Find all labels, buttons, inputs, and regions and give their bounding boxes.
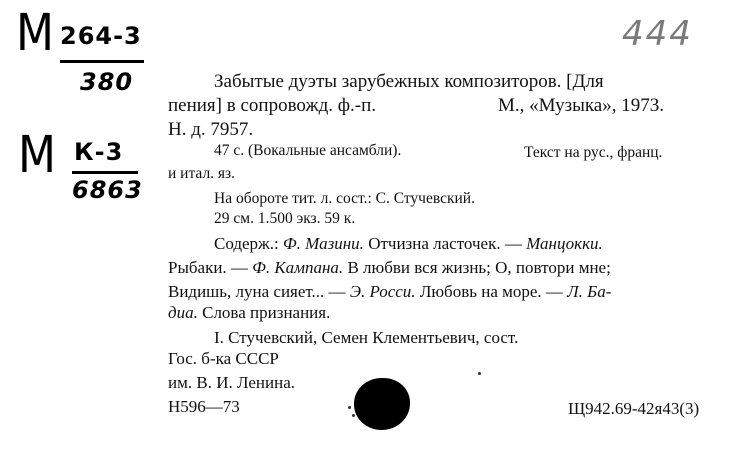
contents-title: Видишь, луна сияет... — [168,282,346,301]
contents-line1 [214,235,603,252]
ink-speck [352,414,355,417]
contents-label: Содерж.: [214,234,279,253]
contents-title: Любовь на море. — [419,282,563,301]
library-name-cont: им. В. И. Ленина. [168,373,296,392]
entry-title-line1: Забытые дуэты зарубежных композиторов. [Для [214,71,604,92]
entry-title-line3: Н. д. 7957. [168,119,254,140]
entry-pages: 47 с. (Вокальные ансамбли). [214,142,402,159]
contents-line3 [168,283,611,300]
contents-author: Ф. Кампана. [252,258,344,277]
contents-author: диа. [168,303,198,322]
entry-physical: 29 см. 1.500 экз. 59 к. [214,210,356,227]
entry-language-note-cont: и итал. яз. [168,165,236,182]
contents-author: Л. Ба- [567,282,612,301]
ink-speck [348,406,351,409]
entry-title-line2a: пения] в сопровожд. ф.-п. [168,95,377,116]
handwritten-number-bottom: 6863 [72,176,143,204]
contents-title: В любви вся жизнь; О, повтори мне; [347,258,611,277]
handwritten-rule-top [60,60,144,63]
handwritten-code-bottom: К-3 [74,138,124,166]
handwritten-code-top: 264-3 [60,22,142,50]
contents-title: Рыбаки. — [168,258,248,277]
library-name: Гос. б-ка СССР [168,349,279,368]
card-number: Н596—73 [168,397,240,416]
contents-line2 [168,259,611,276]
handwritten-letter-top: М [16,4,55,63]
contents-author: Э. Росси. [349,282,416,301]
handwritten-number-top: 380 [80,68,134,96]
entry-language-note: Текст на рус., франц. [524,144,663,161]
contents-title: Слова признания. [202,303,331,322]
entry-imprint: М., «Музыка», 1973. [498,95,664,116]
ink-speck [478,372,481,375]
pencil-mark: 444 [622,14,693,54]
entry-tracing: I. Стучевский, Семен Клементьевич, сост. [214,328,519,347]
ink-blot [354,378,410,430]
handwritten-letter-bottom: М [18,126,57,185]
classification-code: Щ942.69-42я43(3) [568,399,700,418]
contents-title: Отчизна ласточек. — [368,234,522,253]
handwritten-rule-bottom [72,171,138,174]
contents-author: Ф. Мазини. [283,234,364,253]
entry-compiler-note: На обороте тит. л. сост.: С. Стучевский. [214,190,475,207]
contents-line4 [168,304,330,321]
contents-author: Манцокки. [526,234,603,253]
